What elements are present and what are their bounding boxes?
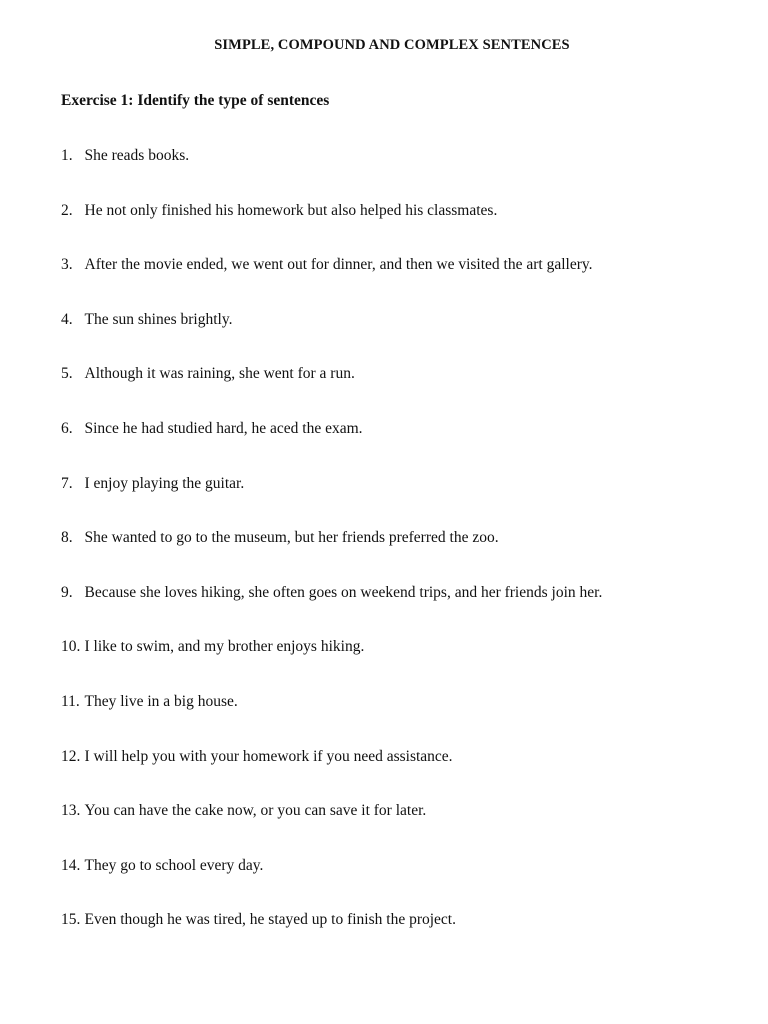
list-item xyxy=(61,910,602,965)
item-text: He not only finished his homework but also helped his classmates. xyxy=(84,201,498,219)
list-item xyxy=(61,474,602,529)
item-text: Since he had studied hard, he aced the exam. xyxy=(84,419,363,437)
item-text: Even though he was tired, he stayed up to finish the project. xyxy=(84,911,456,929)
item-text: They live in a big house. xyxy=(84,692,238,710)
item-number: 10. xyxy=(61,638,81,656)
sentence-list xyxy=(61,146,602,965)
list-item xyxy=(61,801,602,856)
item-number: 9. xyxy=(61,583,73,601)
item-number: 3. xyxy=(61,256,73,274)
list-item xyxy=(61,692,602,747)
list-item xyxy=(61,583,602,638)
item-text: You can have the cake now, or you can save it for later. xyxy=(84,802,427,820)
item-number: 14. xyxy=(61,856,81,874)
item-text: The sun shines brightly. xyxy=(84,310,233,328)
list-item xyxy=(61,364,602,419)
exercise-heading: Exercise 1: Identify the type of sentences xyxy=(61,92,330,109)
list-item xyxy=(61,528,602,583)
item-number: 8. xyxy=(61,529,73,547)
item-text: She wanted to go to the museum, but her friends preferred the zoo. xyxy=(84,529,499,547)
list-item xyxy=(61,419,602,474)
list-item xyxy=(61,146,602,201)
item-text: Although it was raining, she went for a run. xyxy=(84,365,355,383)
item-text: After the movie ended, we went out for dinner, and then we visited the art gallery. xyxy=(84,256,593,274)
item-number: 11. xyxy=(61,692,80,710)
list-item xyxy=(61,856,602,911)
item-number: 4. xyxy=(61,310,73,328)
document-title: SIMPLE, COMPOUND AND COMPLEX SENTENCES xyxy=(214,37,570,53)
item-number: 13. xyxy=(61,802,81,820)
item-number: 5. xyxy=(61,365,73,383)
item-text: She reads books. xyxy=(84,147,190,164)
item-number: 12. xyxy=(61,747,81,765)
item-number: 7. xyxy=(61,474,73,492)
list-item xyxy=(61,310,602,365)
list-item xyxy=(61,637,602,692)
item-text: I enjoy playing the guitar. xyxy=(84,474,245,492)
list-item xyxy=(61,747,602,802)
item-text: Because she loves hiking, she often goes on weekend trips, and her friends join her. xyxy=(84,583,603,601)
item-number: 2. xyxy=(61,201,73,219)
item-number: 6. xyxy=(61,419,73,437)
list-item xyxy=(61,255,602,310)
item-text: They go to school every day. xyxy=(84,856,264,874)
item-number: 1. xyxy=(61,147,73,164)
item-text: I will help you with your homework if you need assistance. xyxy=(84,747,453,765)
list-item xyxy=(61,201,602,256)
item-text: I like to swim, and my brother enjoys hiking. xyxy=(84,638,365,656)
item-number: 15. xyxy=(61,911,81,929)
